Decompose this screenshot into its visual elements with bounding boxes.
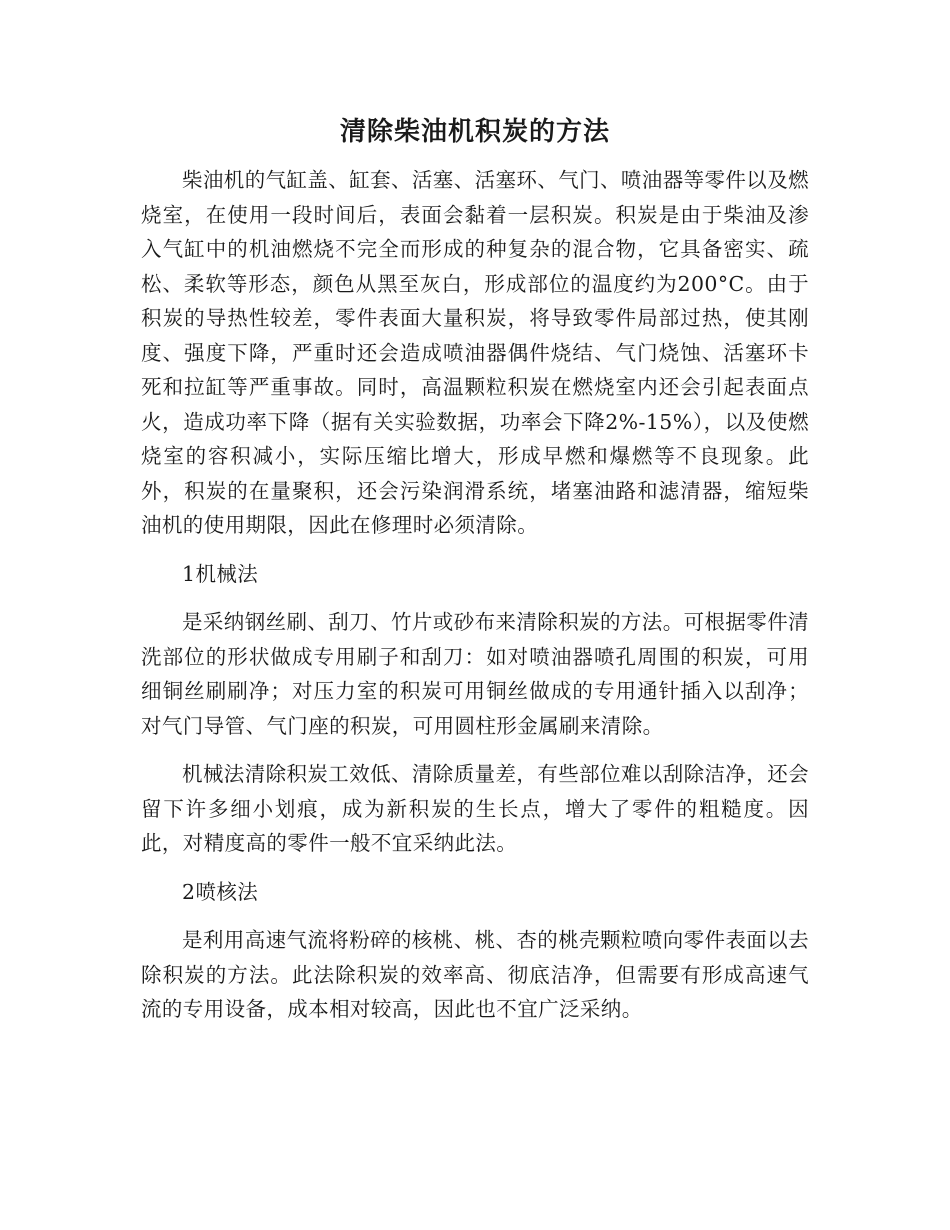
paragraph-intro: 柴油机的气缸盖、缸套、活塞、活塞环、气门、喷油器等零件以及燃烧室，在使用一段时间后，表面会黏着一层积炭。积炭是由于柴油及渗入气缸中的机油燃烧不完全而形成的种复杂的混合物，它具备密实、疏松、柔软等形态，颜色从黑至灰白，形成部位的温度约为200°C。由于积炭的导热性较差，零件表面大量积炭，将导致零件局部过热，使其刚度、强度下降，严重时还会造成喷油器偶件烧结、气门烧蚀、活塞环卡死和拉缸等严重事故。同时，高温颗粒积炭在燃烧室内还会引起表面点火，造成功率下降（据有关实验数据，功率会下降2%-15%），以及使燃烧室的容积减小，实际压缩比增大，形成早燃和爆燃等不良现象。此外，积炭的在量聚积，还会污染润滑系统，堵塞油路和滤清器，缩短柴油机的使用期限，因此在修理时必须清除。 xyxy=(141,168,809,537)
section-heading-mechanical: 1机械法 xyxy=(182,561,259,586)
document-body xyxy=(141,163,809,1041)
document-title: 清除柴油机积炭的方法 xyxy=(339,117,610,147)
paragraph-mechanical-drawbacks: 机械法清除积炭工效低、清除质量差，有些部位难以刮除洁净，还会留下许多细小划痕，成为新积炭的生长点，增大了零件的粗糙度。因此，对精度高的零件一般不宜采纳此法。 xyxy=(141,762,809,855)
paragraph-mechanical-method: 是采纳钢丝刷、刮刀、竹片或砂布来清除积炭的方法。可根据零件清洗部位的形状做成专用刷子和刮刀：如对喷油器喷孔周围的积炭，可用细铜丝刷刷净；对压力室的积炭可用铜丝做成的专用通针插入以刮净；对气门导管、气门座的积炭，可用圆柱形金属刷来清除。 xyxy=(141,610,809,738)
paragraph-shell-blasting: 是利用高速气流将粉碎的核桃、桃、杏的桃壳颗粒喷向零件表面以去除积炭的方法。此法除积炭的效率高、彻底洁净，但需要有形成高速气流的专用设备，成本相对较高，因此也不宜广泛采纳。 xyxy=(141,928,809,1021)
section-heading-shell-blasting: 2喷核法 xyxy=(182,879,259,904)
